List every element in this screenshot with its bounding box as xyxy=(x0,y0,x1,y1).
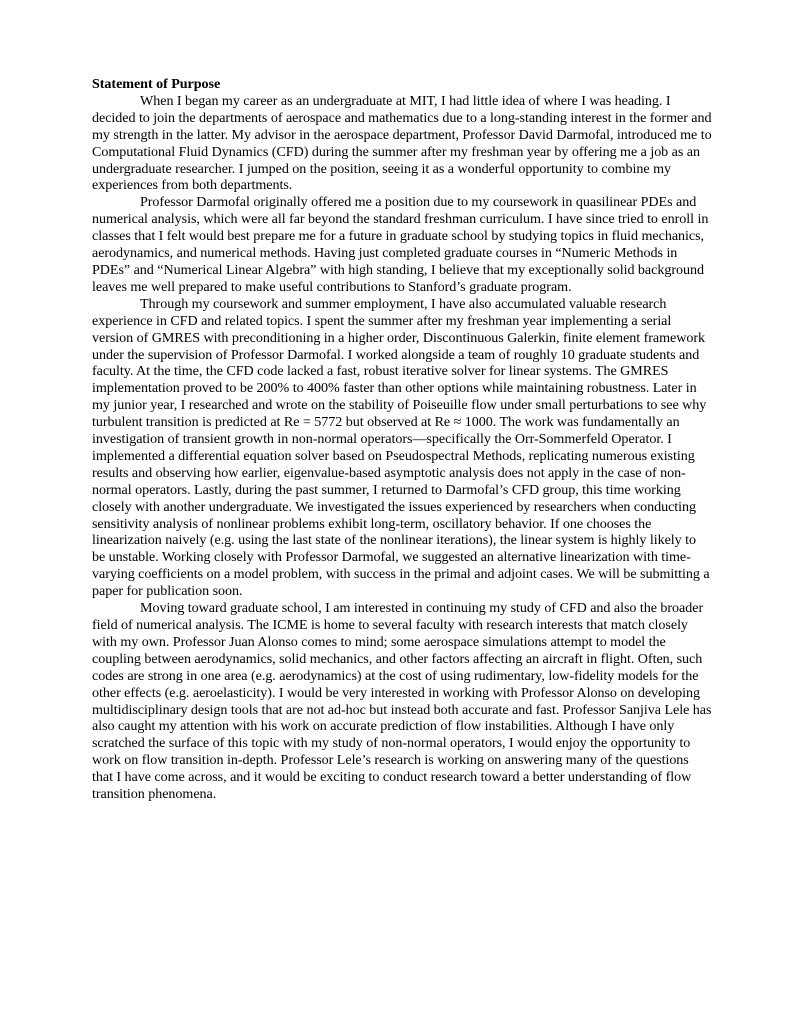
document-title: Statement of Purpose xyxy=(92,76,221,92)
paragraph-research-experience: Through my coursework and summer employment, I have also accumulated valuable research experience in CFD and related topics. I spent the summer after my freshman year implementing a serial version of GMRES with preconditioning in a higher order, Discontinuous Galerkin, finite element framework under the supervision of Professor Darmofal. I worked alongside a team of roughly 10 graduate students and faculty. At the time, the CFD code lacked a fast, robust iterative solver for linear systems. The GMRES implementation proved to be 200% to 400% faster than other options while maintaining robustness. Later in my junior year, I researched and wrote on the stability of Poiseuille flow under small perturbations to see why turbulent transition is predicted at Re = 5772 but observed at Re ≈ 1000. The work was fundamentally an investigation of transient growth in non-normal operators—specifically the Orr-Sommerfeld Operator. I implemented a differential equation solver based on Pseudospectral Methods, replicating numerous existing results and observing how earlier, eigenvalue-based asymptotic analysis does not apply in the case of non-normal operators. Lastly, during the past summer, I returned to Darmofal’s CFD group, this time working closely with another undergraduate. We investigated the issues experienced by researchers when conducting sensitivity analysis of nonlinear problems exhibit long-term, oscillatory behavior. If one chooses the linearization naively (e.g. using the last state of the nonlinear iterations), the linear system is highly likely to be unstable. Working closely with Professor Darmofal, we suggested an alternative linearization with time-varying coefficients on a model problem, with success in the primal and adjoint cases. We will be submitting a paper for publication soon. xyxy=(92,295,710,600)
paragraph-graduate-interests: Moving toward graduate school, I am interested in continuing my study of CFD and also the broader field of numerical analysis. The ICME is home to several faculty with research interests that match closely with my own. Professor Juan Alonso comes to mind; some aerospace simulations attempt to model the coupling between aerodynamics, solid mechanics, and other factors affecting an aircraft in flight. Often, such codes are strong in one area (e.g. aerodynamics) at the cost of using rudimentary, low-fidelity models for the other effects (e.g. aeroelasticity). I would be very interested in working with Professor Alonso on developing multidisciplinary design tools that are not ad-hoc but instead both accurate and fast. Professor Sanjiva Lele has also caught my attention with his work on accurate prediction of flow instabilities. Although I have only scratched the surface of this topic with my study of non-normal operators, I would enjoy the opportunity to work on flow transition in-depth. Professor Lele’s research is working on answering many of the questions that I have come across, and it would be exciting to conduct research toward a better understanding of flow transition phenomena. xyxy=(92,600,712,803)
paragraph-coursework: Professor Darmofal originally offered me a position due to my coursework in quasilinear PDEs and numerical analysis, which were all far beyond the standard freshman curriculum. I have since tried to enroll in classes that I felt would best prepare me for a future in graduate school by studying topics in fluid mechanics, aerodynamics, and numerical methods. Having just completed graduate courses in “Numeric Methods in PDEs” and “Numerical Linear Algebra” with high standing, I believe that my exceptionally solid background leaves me well prepared to make useful contributions to Stanford’s graduate program. xyxy=(92,194,709,295)
paragraph-intro: When I began my career as an undergraduate at MIT, I had little idea of where I was heading. I decided to join the departments of aerospace and mathematics due to a long-standing interest in the former and my strength in the latter. My advisor in the aerospace department, Professor David Darmofal, introduced me to Computational Fluid Dynamics (CFD) during the summer after my freshman year by offering me a job as an undergraduate researcher. I jumped on the position, seeing it as a wonderful opportunity to combine my experiences from both departments. xyxy=(92,92,712,194)
document-page xyxy=(92,76,712,803)
